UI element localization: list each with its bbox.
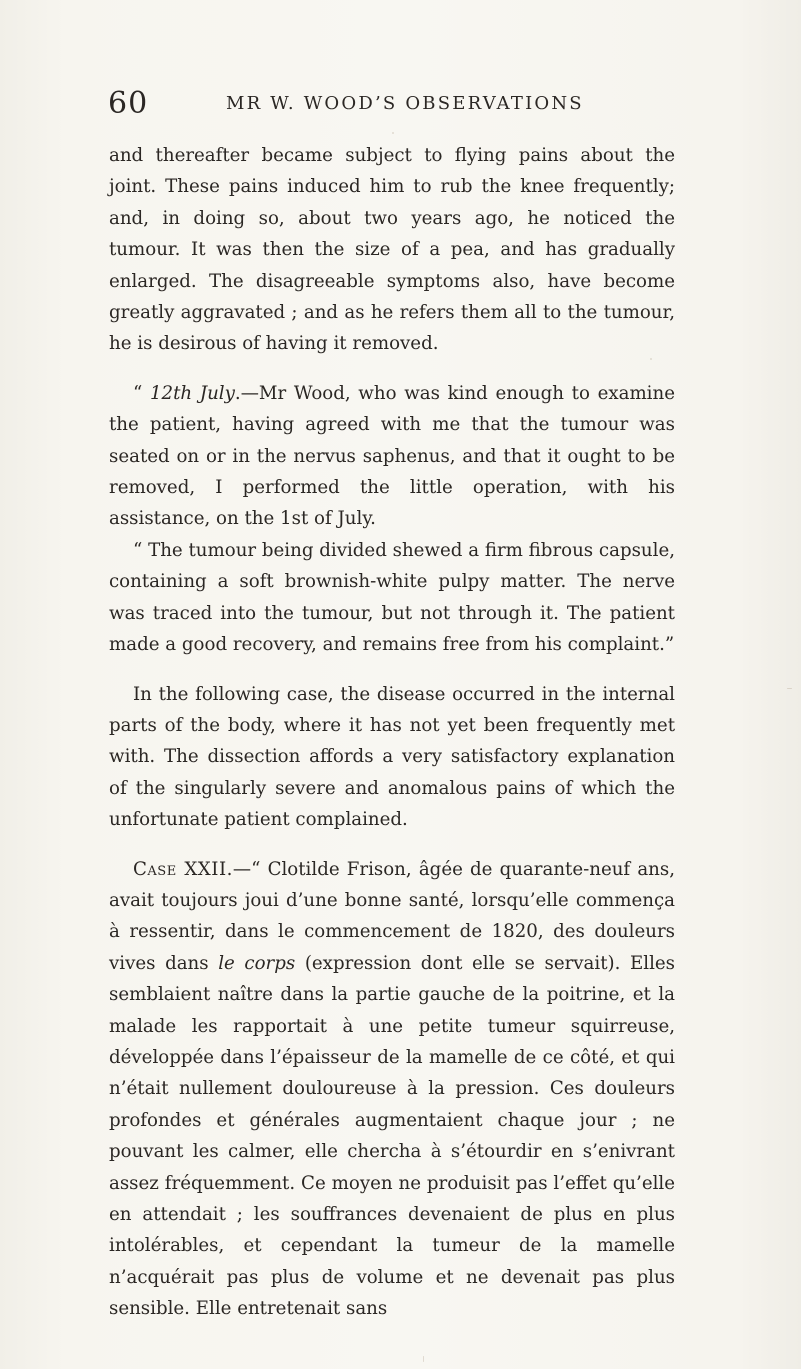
- page-body: [109, 140, 675, 1325]
- date-july: 12th July: [149, 382, 235, 404]
- case-label: Case XXII.: [133, 858, 233, 880]
- case-italic-phrase: le corps: [218, 952, 296, 974]
- case-text-b: (expression dont elle se servait). Elles semblaient naître dans la partie gauche de la poitrine, et la malade les rapportait à une petite tumeur squirreuse, développée dans l’épaisseur de la mamelle de ce côté, et qui n’était nullement douloureuse à la pression. Ces douleurs profondes et générales augmentaient chaque jour ; ne pouvant les calmer, elle chercha à s’étourdir en s’enivrant assez fréquemment. Ce moyen ne produisit pas l’effet qu’elle en attendait ; les souffrances devenaient de plus en plus intolérables, et cependant la tumeur de la mamelle n’acquérait pas plus de volume et ne devenait pas plus sensible. Elle entretenait sans: [109, 952, 676, 1320]
- paragraph-following-case: In the following case, the disease occurred in the internal parts of the body, where it has not yet been frequently met with. The dissection affords a very satisfactory explanation of the singularly severe and anomalous pains of which the unfortunate patient complained.: [109, 683, 675, 831]
- paragraph-case-xxii: [109, 854, 675, 1325]
- running-head: MR W. WOOD’S OBSERVATIONS: [226, 93, 584, 114]
- paper-speck: [392, 132, 394, 134]
- paper-speck: [423, 1356, 424, 1362]
- opening-quote: “: [133, 382, 150, 404]
- page-header: [108, 86, 668, 126]
- paper-speck: [787, 688, 792, 689]
- page-number: 60: [108, 86, 149, 121]
- paragraph-july-entry: [109, 378, 675, 535]
- paragraph-continuation: and thereafter became subject to flying pains about the joint. These pains induced him to rub the knee frequently; and, in doing so, about two years ago, he noticed the tumour. It was then the size of a pea, and has gradually enlarged. The disagreeable symptoms also, have become greatly aggravated ; and as he refers them all to the tumour, he is desirous of having it removed.: [109, 145, 675, 355]
- case-text-a: —“ Clotilde Frison, âgée de quarante-neuf ans, avait toujours joui d’une bonne santé, lorsqu’elle commença à ressentir, dans le commencement de 1820, des douleurs vives dans: [109, 858, 676, 974]
- july-entry-text: .—Mr Wood, who was kind enough to examine the patient, having agreed with me that the tumour was seated on or in the nervus saphenus, and that it ought to be removed, I performed the little operation, with his assistance, on the 1st of July.: [109, 382, 675, 530]
- paragraph-tumour-description: “ The tumour being divided shewed a firm fibrous capsule, containing a soft brownish-white pulpy matter. The nerve was traced into the tumour, but not through it. The patient made a good recovery, and remains free from his complaint.”: [109, 539, 675, 656]
